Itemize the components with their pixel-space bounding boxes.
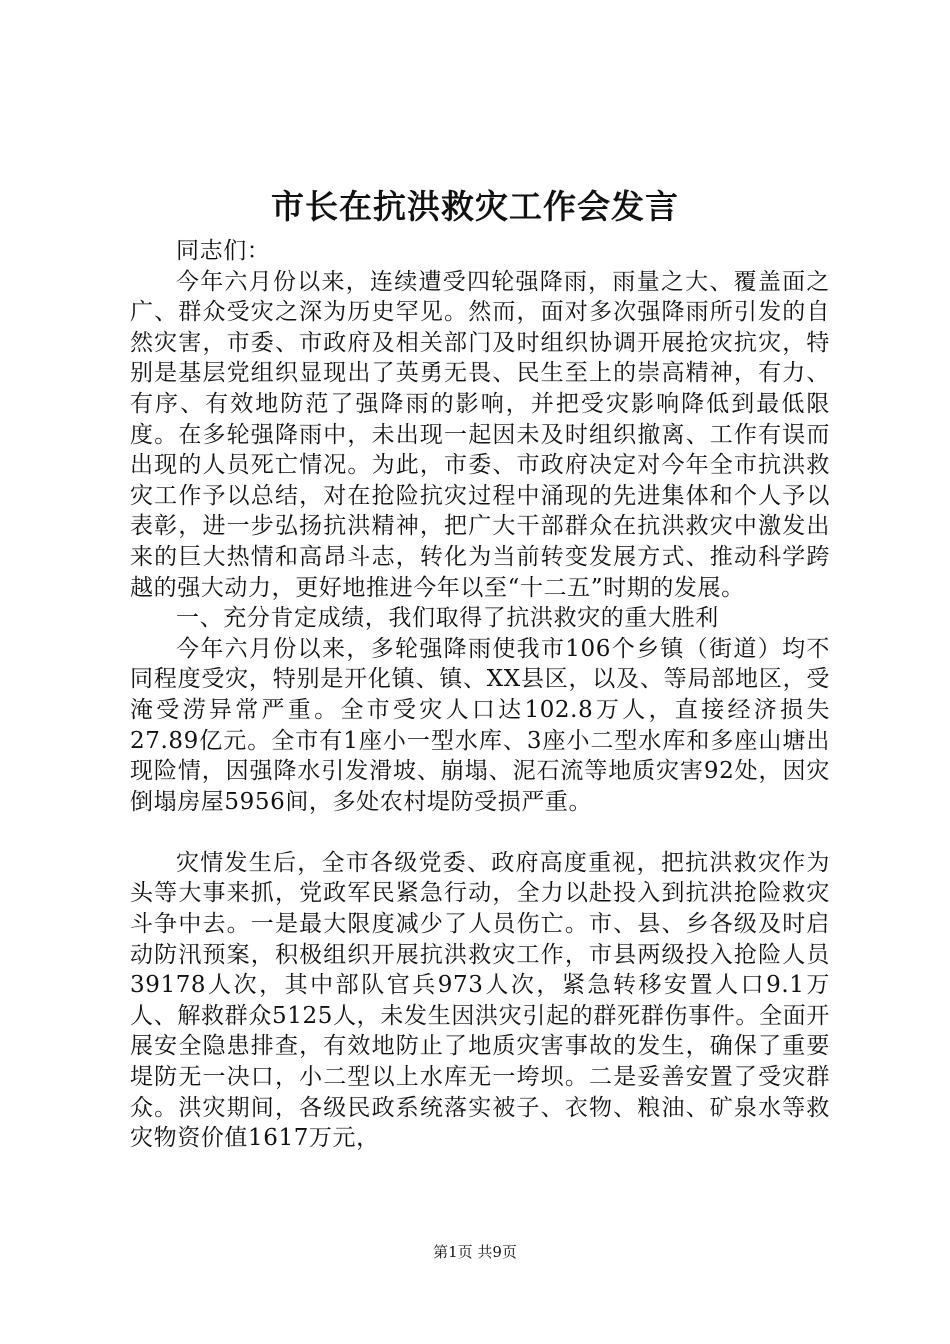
document-title: 市长在抗洪救灾工作会发言	[271, 187, 679, 226]
section-heading-1: 一、充分肯定成绩，我们取得了抗洪救灾的重大胜利	[176, 605, 719, 632]
page-number-footer: 第1页 共9页	[433, 1243, 517, 1261]
document-body	[130, 236, 830, 1154]
paragraph-response: 灾情发生后，全市各级党委、政府高度重视，把抗洪救灾作为头等大事来抓，党政军民紧急行动，全力以赴投入到抗洪抢险救灾斗争中去。一是最大限度减少了人员伤亡。市、县、乡各级及时启动防汛预案，积极组织开展抗洪救灾工作，市县两级投入抢险人员39178人次，其中部队官兵973人次，紧急转移安置人口9.1万人、解救群众5125人，未发生因洪灾引起的群死群伤事件。全面开展安全隐患排查，有效地防止了地质灾害事故的发生，确保了重要堤防无一决口，小二型以上水库无一垮坝。二是妥善安置了受灾群众。洪灾期间，各级民政系统落实被子、衣物、粮油、矿泉水等救灾物资价值1617万元，	[130, 849, 830, 1152]
paragraph-disaster-situation: 今年六月份以来，多轮强降雨使我市106个乡镇（街道）均不同程度受灾，特别是开化镇、镇、XX县区，以及、等局部地区，受淹受涝异常严重。全市受灾人口达102.8万人，直接经济损失27.89亿元。全市有1座小一型水库、3座小二型水库和多座山塘出现险情，因强降水引发滑坡、崩塌、泥石流等地质灾害92处，因灾倒塌房屋5956间，多处农村堤防受损严重。	[130, 635, 830, 815]
paragraph-intro: 今年六月份以来，连续遭受四轮强降雨，雨量之大、覆盖面之广、群众受灾之深为历史罕见。然而，面对多次强降雨所引发的自然灾害，市委、市政府及相关部门及时组织协调开展抢灾抗灾，特别是基层党组织显现出了英勇无畏、民生至上的崇高精神，有力、有序、有效地防范了强降雨的影响，并把受灾影响降低到最低限度。在多轮强降雨中，未出现一起因未及时组织撤离、工作有误而出现的人员死亡情况。为此，市委、市政府决定对今年全市抗洪救灾工作予以总结，对在抢险抗灾过程中涌现的先进集体和个人予以表彰，进一步弘扬抗洪精神，把广大干部群众在抗洪救灾中激发出来的巨大热情和高昂斗志，转化为当前转变发展方式、推动科学跨越的强大动力，更好地推进今年以至“十二五”时期的发展。	[130, 268, 830, 601]
salutation: 同志们：	[176, 238, 271, 264]
